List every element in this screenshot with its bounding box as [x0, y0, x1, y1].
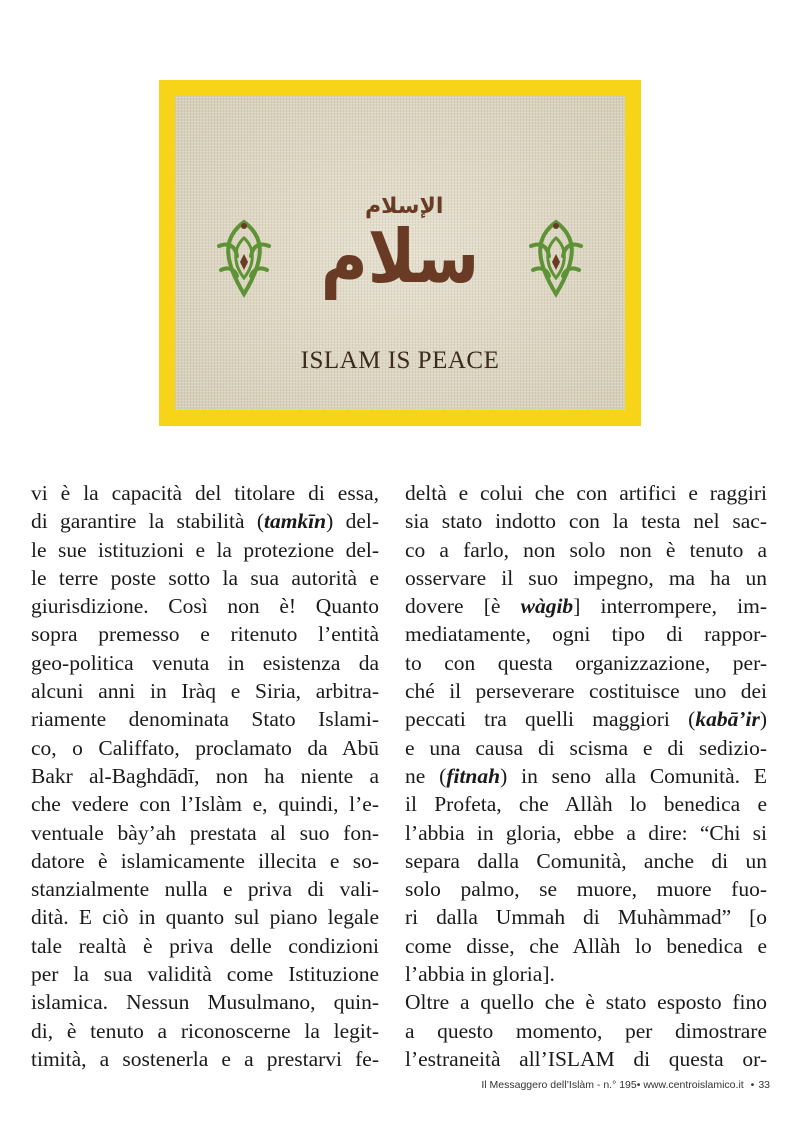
text-line: l’estraneità all’ISLAM di questa or-: [405, 1046, 767, 1071]
text-line: to con questa organizzazione, per-: [405, 650, 767, 675]
text-line: il Profeta, che Allàh lo benedica e: [405, 792, 767, 817]
illustration-frame: [159, 80, 641, 426]
magazine-title: Il Messaggero dell’Islàm - n.° 195: [481, 1079, 637, 1091]
text-line: ne (fitnah) in seno alla Comunità. E: [405, 763, 768, 788]
arabic-calligraphy: [285, 188, 515, 328]
text-line: Bakr al-Baghdādī, non ha niente a: [31, 763, 379, 788]
floral-ornament-icon: [527, 216, 585, 300]
right-column: [405, 479, 767, 1073]
calligraphy-salam: سلام: [320, 215, 480, 301]
page-footer: [481, 1079, 770, 1091]
text-line: ventuale bày’ah prestata al suo fon-: [31, 820, 379, 845]
text-line: Oltre a quello che è stato esposto fino: [405, 990, 767, 1015]
text-line: di, è tenuto a riconoscerne la legit-: [31, 1018, 379, 1043]
text-line: dità. E ciò in quanto sul piano legale: [31, 905, 379, 930]
text-line: deltà e colui che con artifici e raggiri: [405, 481, 767, 505]
text-line: le terre poste sotto la sua autorità e: [31, 565, 379, 590]
text-line: sia stato indotto con la testa nel sac-: [405, 509, 767, 534]
text-line: osservare il suo impegno, ma ha un: [405, 565, 767, 590]
left-column: [31, 479, 379, 1073]
text-line: islamica. Nessun Musulmano, quin-: [31, 990, 379, 1015]
text-line: dovere [è wàgib] interrompere, im-: [405, 594, 768, 619]
text-line: riamente denominata Stato Islami-: [31, 707, 379, 732]
footer-separator: •: [750, 1079, 755, 1091]
text-line: tale realtà è priva delle condizioni: [31, 933, 379, 958]
text-line: peccati tra quelli maggiori (kabā’ir): [405, 707, 767, 732]
illustration-canvas: [175, 96, 625, 410]
text-line: come disse, che Allàh lo benedica e: [405, 933, 767, 958]
text-line: per la sua validità come Istituzione: [31, 962, 379, 987]
text-line: solo palmo, se muore, muore fuo-: [405, 877, 767, 902]
text-line: le sue istituzioni e la protezione del-: [31, 537, 379, 562]
footer-separator: •: [636, 1079, 641, 1091]
calligraphy-al-islam: الإسلام: [365, 194, 444, 219]
illustration-caption: ISLAM IS PEACE: [300, 347, 500, 374]
text-line: timità, a sostenerla e a prestarvi fe-: [31, 1046, 379, 1071]
text-line: ri dalla Ummah di Muhàmmad” [o: [405, 905, 767, 930]
floral-ornament-icon: [215, 216, 273, 300]
text-line: stanzialmente nulla e priva di vali-: [31, 877, 379, 902]
text-line: l’abbia in gloria, ebbe a dire: “Chi si: [405, 820, 767, 845]
text-line: mediatamente, ogni tipo di rappor-: [405, 622, 767, 647]
text-line: l’abbia in gloria].: [405, 962, 555, 987]
text-line: di garantire la stabilità (tamkīn) del-: [31, 509, 379, 534]
text-line: alcuni anni in Iràq e Siria, arbitra-: [31, 679, 379, 704]
text-line: datore è islamicamente illecita e so-: [31, 848, 379, 873]
page-number: 33: [758, 1079, 770, 1091]
text-line: e una causa di scisma e di sedizio-: [405, 735, 767, 760]
text-line: co, o Califfato, proclamato da Abū: [31, 735, 379, 760]
text-line: che vedere con l’Islàm e, quindi, l’e-: [31, 792, 379, 817]
text-line: a questo momento, per dimostrare: [405, 1018, 767, 1043]
website-link[interactable]: www.centroislamico.it: [643, 1079, 744, 1091]
text-line: ché il perseverare costituisce uno dei: [405, 679, 767, 704]
text-line: sopra premesso e ritenuto l’entità: [31, 622, 379, 647]
text-line: co a farlo, non solo non è tenuto a: [405, 537, 767, 562]
text-line: vi è la capacità del titolare di essa,: [31, 481, 379, 505]
text-line: geo-politica venuta in esistenza da: [31, 650, 379, 675]
text-line: separa dalla Comunità, anche di un: [405, 848, 767, 873]
text-line: giurisdizione. Così non è! Quanto: [31, 594, 379, 619]
